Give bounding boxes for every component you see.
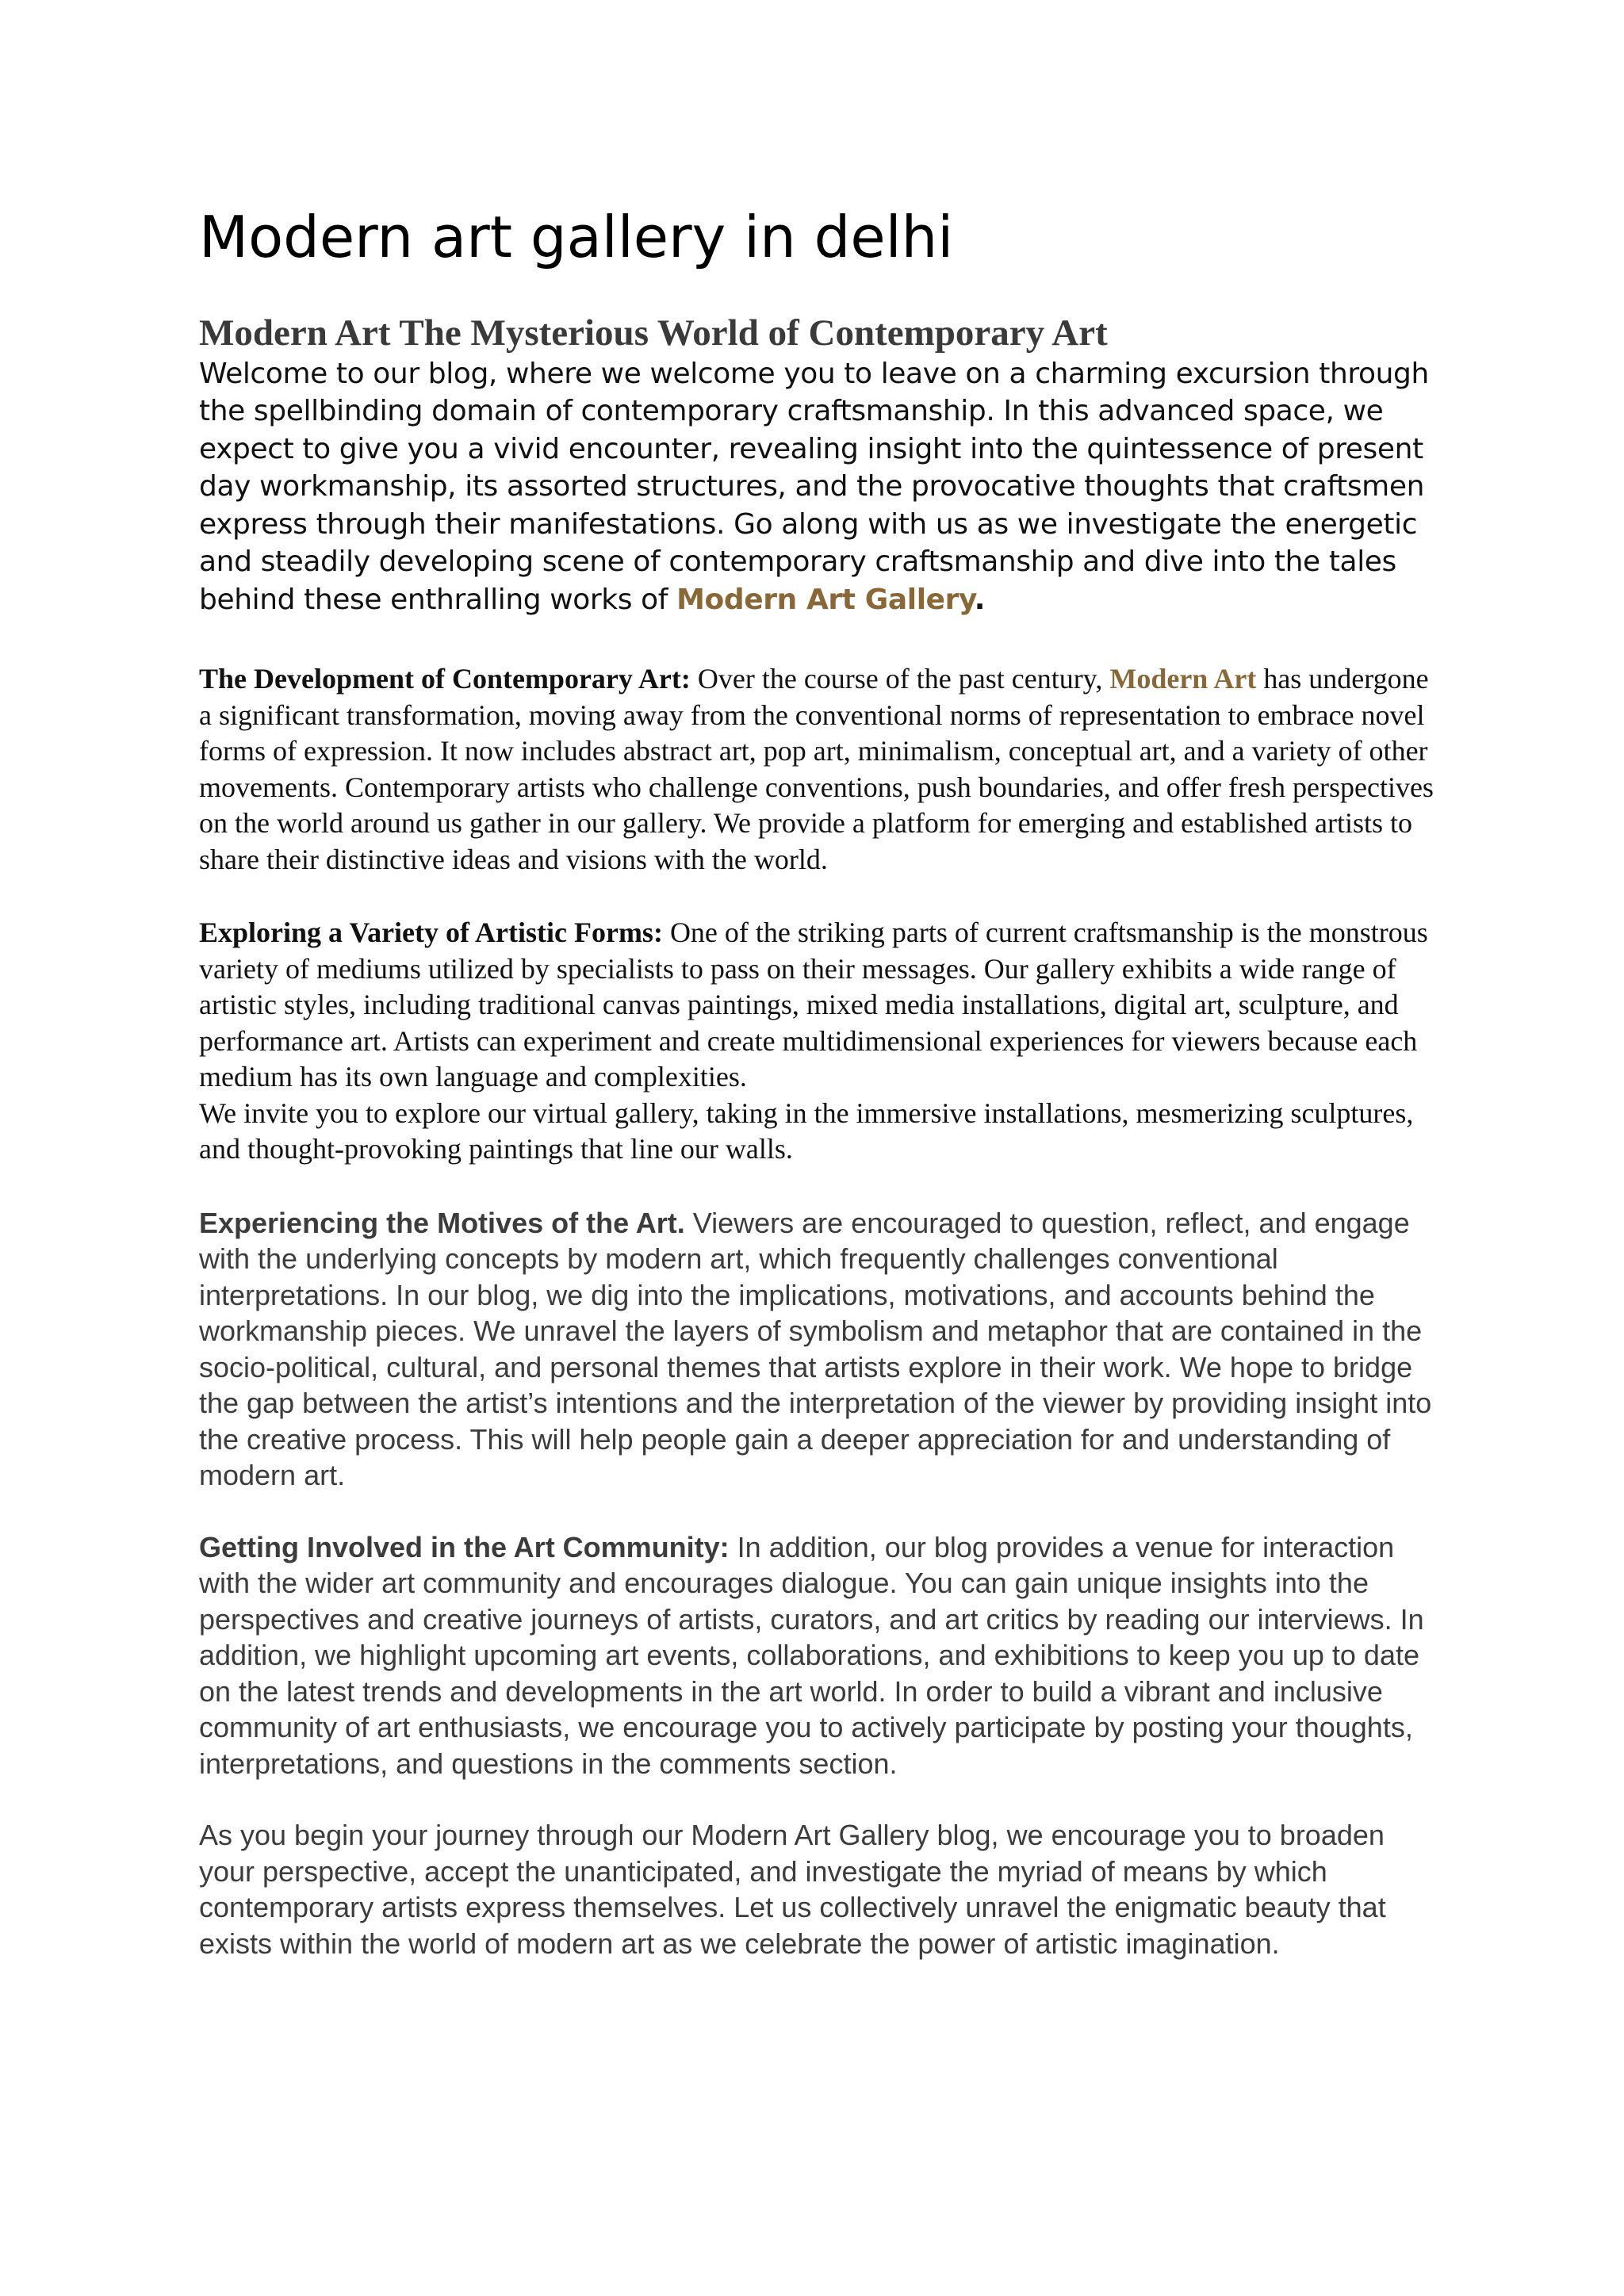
- development-text-before: Over the course of the past century,: [690, 663, 1110, 695]
- intro-end: .: [974, 583, 986, 616]
- development-heading: The Development of Contemporary Art:: [199, 663, 691, 695]
- forms-text: One of the striking parts of current craftsmanship is the monstrous variety of mediums utilized by specialists to pass on their messages. Our gallery exhibits a wide range of artistic styles, including traditional canvas paintings, mixed media installations, digital art, sculpture, and performance art. Artists can experiment and create multidimensional experiences for viewers because each medium has its own language and complexities.: [199, 916, 1428, 1093]
- closing-paragraph: As you begin your journey through our Modern Art Gallery blog, we encourage you to broaden your perspective, accept the unanticipated, and investigate the myriad of means by which contemporary artists express themselves. Let us collectively unravel the enigmatic beauty that exists within the world of modern art as we celebrate the power of artistic imagination.: [199, 1819, 1386, 1960]
- community-heading: Getting Involved in the Art Community:: [199, 1530, 730, 1563]
- intro-text: Welcome to our blog, where we welcome you to leave on a charming excursion through the spellbinding domain of contemporary craftsmanship. In this advanced space, we expect to give you a vivid encounter, revealing insight into the quintessence of present day workmanship, its assorted structures, and the provocative thoughts that craftsmen express through their manifestations. Go along with us as we investigate the energetic and steadily developing scene of contemporary craftsmanship and dive into the tales behind these enthralling works of: [199, 357, 1429, 616]
- community-paragraph: [199, 1529, 1444, 1782]
- modern-art-gallery-link[interactable]: Modern Art Gallery: [676, 583, 975, 616]
- motives-paragraph: [199, 1205, 1444, 1494]
- forms-paragraph: [199, 915, 1444, 1096]
- forms-heading: Exploring a Variety of Artistic Forms:: [199, 916, 663, 949]
- article-subtitle: Modern Art The Mysterious World of Contemporary Art: [199, 312, 1108, 354]
- page-title: Modern art gallery in delhi: [199, 204, 954, 270]
- motives-text: Viewers are encouraged to question, reflect, and engage with the underlying concepts by modern art, which frequently challenges conventional interpretations. In our blog, we dig into the implications, motivations, and accounts behind the workmanship pieces. We unravel the layers of symbolism and metaphor that are contained in the socio-political, cultural, and personal themes that artists explore in their work. We hope to bridge the gap between the artist’s intentions and the interpretation of the viewer by providing insight into the creative process. This will help people gain a deeper appreciation for and understanding of modern art.: [199, 1206, 1432, 1492]
- invite-paragraph: We invite you to explore our virtual gallery, taking in the immersive installations, mesmerizing sculptures, and thought-provoking paintings that line our walls.: [199, 1096, 1414, 1165]
- development-paragraph: [199, 661, 1444, 878]
- document-page: [199, 203, 1444, 1997]
- intro-paragraph: [199, 355, 1444, 619]
- modern-art-link[interactable]: Modern Art: [1109, 663, 1257, 695]
- motives-heading: Experiencing the Motives of the Art.: [199, 1206, 685, 1239]
- community-text: In addition, our blog provides a venue for interaction with the wider art community and encourages dialogue. You can gain unique insights into the perspectives and creative journeys of artists, curators, and art critics by reading our interviews. In addition, we highlight upcoming art events, collaborations, and exhibitions to keep you up to date on the latest trends and developments in the art world. In order to build a vibrant and inclusive community of art enthusiasts, we encourage you to actively participate by posting your thoughts, interpretations, and questions in the comments section.: [199, 1530, 1424, 1780]
- development-text-after: has undergone a significant transformation, moving away from the conventional norms of representation to embrace novel forms of expression. It now includes abstract art, pop art, minimalism, conceptual art, and a variety of other movements. Contemporary artists who challenge conventions, push boundaries, and offer fresh perspectives on the world around us gather in our gallery. We provide a platform for emerging and established artists to share their distinctive ideas and visions with the world.: [199, 663, 1434, 875]
